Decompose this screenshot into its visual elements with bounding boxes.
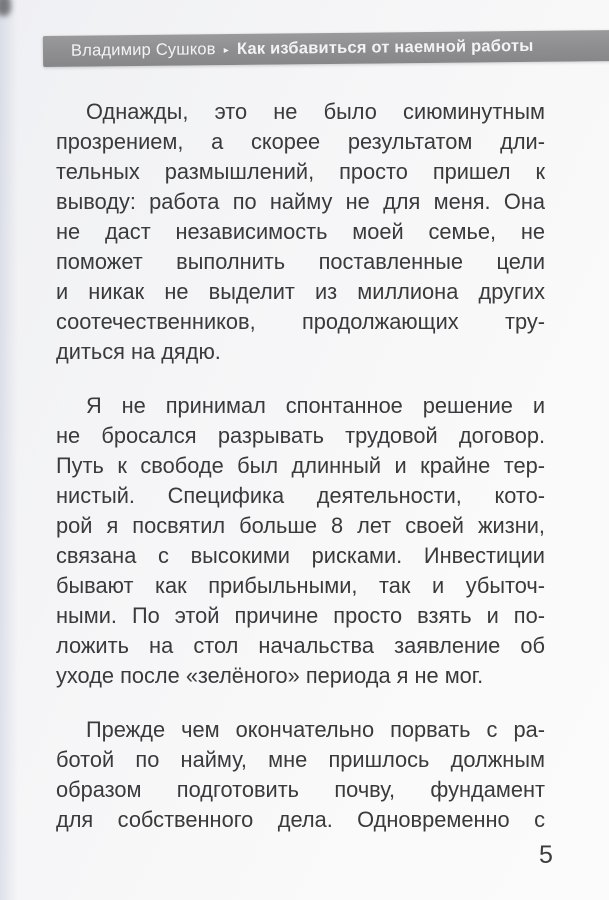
text-line: Я не принимал спонтанное решение и xyxy=(86,393,545,418)
text-line: и никак не выделит из миллиона других xyxy=(56,279,545,304)
text-line: прозрением, а скорее результатом дли- xyxy=(56,129,545,154)
text-line: тельных размышлений, просто пришел к xyxy=(56,159,545,184)
text-line: бывают как прибыльными, так и убыточ- xyxy=(56,573,545,598)
text-line: Однажды, это не было сиюминутным xyxy=(86,99,545,124)
text-line: образом подготовить почву, фундамент xyxy=(56,777,545,802)
text-line: ложить на стол начальства заявление об xyxy=(56,633,545,658)
header-author: Владимир Сушков xyxy=(70,40,216,60)
text-line: Путь к свободе был длинный и крайне тер- xyxy=(56,453,545,478)
text-line: не даст независимость моей семье, не xyxy=(56,219,545,244)
page-left-edge-shadow xyxy=(0,0,18,900)
text-line: ботой по найму, мне пришлось должным xyxy=(56,747,545,772)
paragraph-2 xyxy=(56,391,545,691)
triangle-separator-icon: ▸ xyxy=(223,44,230,56)
text-line: ными. По этой причине просто взять и по- xyxy=(56,603,545,628)
page-text xyxy=(56,97,545,835)
corner-smudge xyxy=(0,0,11,16)
text-line: рой я посвятил больше 8 лет своей жизни, xyxy=(56,513,545,538)
text-line: поможет выполнить поставленные цели xyxy=(56,249,545,274)
text-line: для собственного дела. Одновременно с xyxy=(56,807,545,832)
paragraph-1 xyxy=(56,97,545,367)
text-line: связана с высокими рисками. Инвестиции xyxy=(56,543,545,568)
text-line: выводу: работа по найму не для меня. Она xyxy=(56,189,545,214)
text-line: уходе после «зелёного» периода я не мог. xyxy=(56,663,484,688)
header-book-title: Как избавиться от наемной работы xyxy=(236,36,534,58)
page-number: 5 xyxy=(539,841,553,869)
text-line: диться на дядю. xyxy=(56,339,221,364)
text-line: нистый. Специфика деятельности, кото- xyxy=(56,483,545,508)
text-line: Прежде чем окончательно порвать с ра- xyxy=(86,717,545,742)
running-header xyxy=(43,30,609,67)
text-line: соотечественников, продолжающих тру- xyxy=(56,309,545,334)
text-line: не бросался разрывать трудовой договор. xyxy=(56,423,545,448)
paragraph-3 xyxy=(56,715,545,835)
